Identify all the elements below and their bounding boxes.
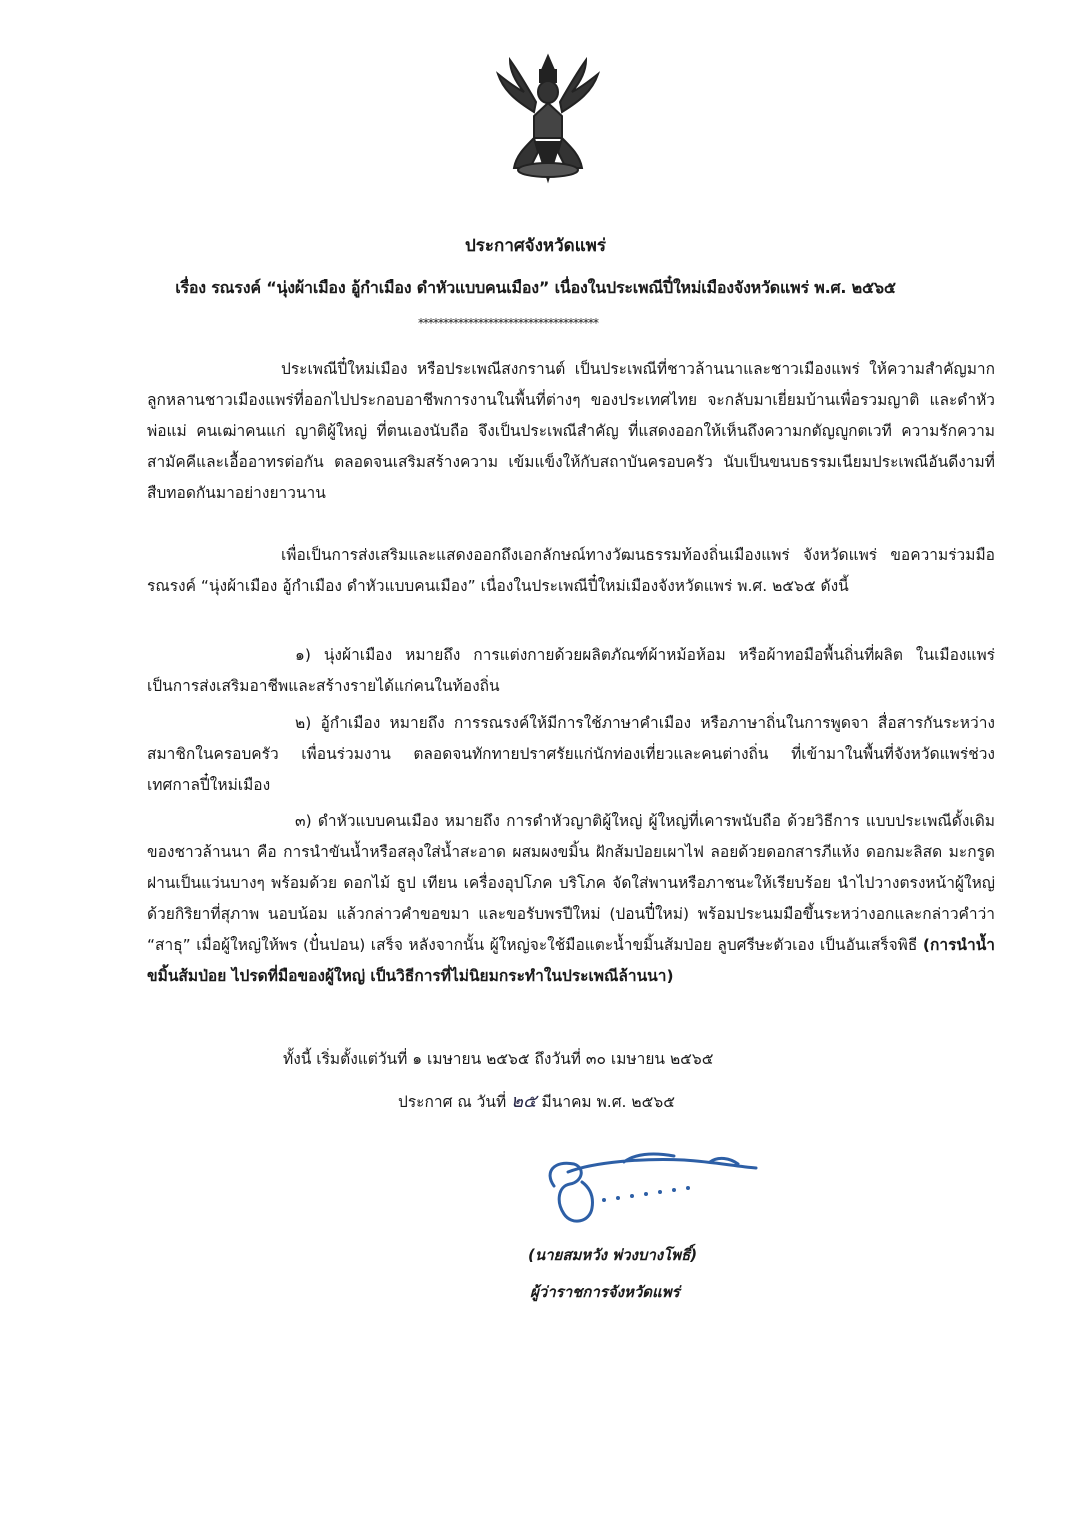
document-subject: เรื่อง รณรงค์ “นุ่งผ้าเมือง อู้กำเมือง ดำหัวแบบคนเมือง” เนื่องในประเพณีปี๋ใหม่เมืองจังหวัดแพร่ พ.ศ. ๒๕๖๕ (175, 278, 896, 297)
signature-image (534, 1142, 764, 1230)
announced-day: ๒๕ (511, 1091, 537, 1112)
list-item-1: ๑) นุ่งผ้าเมือง หมายถึง การแต่งกายด้วยผลิตภัณฑ์ผ้าหม้อห้อม หรือผ้าทอมือพื้นถิ่นที่ผลิต ในเมืองแพร่ เป็นการส่งเสริมอาชีพและสร้างรายได้แก่คนในท้องถิ่น (147, 646, 995, 695)
document-title: ประกาศจังหวัดแพร่ (464, 236, 607, 256)
list-item-2: ๒) อู้กำเมือง หมายถึง การรณรงค์ให้มีการใช้ภาษาคำเมือง หรือภาษาถิ่นในการพูดจา สื่อสารกันระหว่างสมาชิกในครอบครัว เพื่อนร่วมงาน ตลอดจนทักทายปราศรัยแก่นักท่องเที่ยวและคนต่างถิ่น ที่เข้ามาในพื้นที่จังหวัดแพร่ช่วงเทศกาลปี๋ใหม่เมือง (147, 714, 995, 794)
garuda-emblem-icon (494, 52, 602, 184)
list-item-3-text: ๓) ดำหัวแบบคนเมือง หมายถึง การดำหัวญาติผู้ใหญ่ ผู้ใหญ่ที่เคารพนับถือ ด้วยวิธีการ แบบประเพณีดั้งเดิมของชาวล้านนา คือ การนำขันน้ำหรือสลุงใส่น้ำสะอาด ผสมผงขมิ้น ฝักส้มป่อยเผาไฟ ลอยด้วยดอกสารภีแห้ง ดอกมะลิสด มะกรูดฝานเป็นแว่นบางๆ พร้อมด้วย ดอกไม้ ธูป เทียน เครื่องอุปโภค บริโภค จัดใส่พานหรือภาชนะให้เรียบร้อย นำไปวางตรงหน้าผู้ใหญ่ด้วยกิริยาที่สุภาพ นอบน้อม แล้วกล่าวคำขอขมา และขอรับพรปีใหม่ (ปอนปี๋ใหม่) พร้อมประนมมือขึ้นระหว่างอกและกล่าวคำว่า “สาธุ” เมื่อผู้ใหญ่ให้พร (ปั๋นปอน) เสร็จ หลังจากนั้น ผู้ใหญ่จะใช้มือแตะน้ำขมิ้นส้มป่อย ลูบศรีษะตัวเอง เป็นอันเสร็จพิธี (147, 812, 995, 954)
announced-suffix: มีนาคม พ.ศ. ๒๕๖๕ (541, 1093, 675, 1111)
paragraph-purpose: เพื่อเป็นการส่งเสริมและแสดงออกถึงเอกลักษณ์ทางวัฒนธรรมท้องถิ่นเมืองแพร่ จังหวัดแพร่ ขอความร่วมมือรณรงค์ “นุ่งผ้าเมือง อู้กำเมือง ดำหัวแบบคนเมือง” เนื่องในประเพณีปี๋ใหม่เมืองจังหวัดแพร่ พ.ศ. ๒๕๖๕ ดังนี้ (147, 546, 995, 595)
effective-period: ทั้งนี้ เริ่มตั้งแต่วันที่ ๑ เมษายน ๒๕๖๕ ถึงวันที่ ๓๐ เมษายน ๒๕๖๕ (283, 1050, 714, 1068)
list-item-3-note: (การนำน้ำขมิ้นส้มป่อย ไปรดที่มือของผู้ใหญ่ เป็นวิธีการที่ไม่นิยมกระทำในประเพณีล้านนา) (147, 936, 995, 985)
announcement-date (398, 1086, 675, 1115)
paragraph-intro: ประเพณีปี๋ใหม่เมือง หรือประเพณีสงกรานต์ เป็นประเพณีที่ชาวล้านนาและชาวเมืองแพร่ ให้ความสำคัญมาก ลูกหลานชาวเมืองแพร่ที่ออกไปประกอบอาชีพการงานในพื้นที่ต่างๆ ของประเทศไทย จะกลับมาเยี่ยมบ้านเพื่อรวมญาติ และดำหัวพ่อแม่ คนเฒ่าคนแก่ ญาติผู้ใหญ่ ที่ตนเองนับถือ จึงเป็นประเพณีสำคัญ ที่แสดงออกให้เห็นถึงความกตัญญูกตเวที ความรักความสามัคคีและเอื้ออาทรต่อกัน ตลอดจนเสริมสร้างความ เข้มแข็งให้กับสถาบันครอบครัว นับเป็นขนบธรรมเนียมประเพณีอันดีงามที่สืบทอดกันมาอย่างยาวนาน (147, 360, 995, 502)
list-item-3 (147, 806, 995, 992)
announced-prefix: ประกาศ ณ วันที่ (398, 1093, 507, 1111)
separator-line: ************************************ (418, 316, 598, 330)
signer-position: ผู้ว่าราชการจังหวัดแพร่ (530, 1283, 680, 1301)
signer-name: (นายสมหวัง พ่วงบางโพธิ์) (528, 1246, 698, 1264)
